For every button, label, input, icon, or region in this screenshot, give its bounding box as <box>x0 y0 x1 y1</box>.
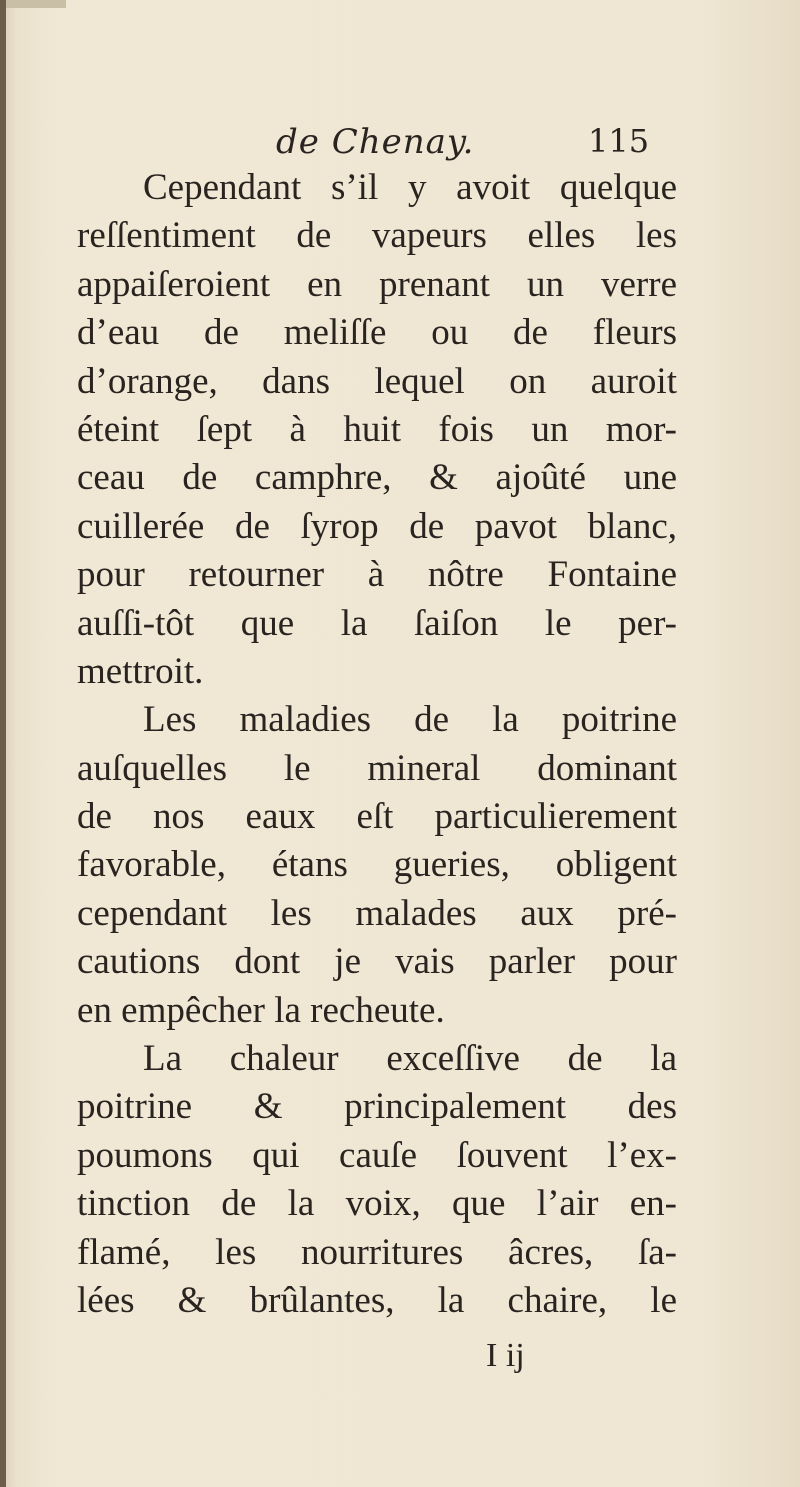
text-line: mettroit. <box>77 650 204 692</box>
text-line: auſquelles le mineral dominant <box>77 747 677 789</box>
text-line: cuillerée de ſyrop de pavot blanc, <box>77 505 677 547</box>
text-line: tinction de la voix, que l’air en- <box>77 1183 677 1225</box>
text-line: poitrine & principalement des <box>77 1086 677 1128</box>
text-line: de nos eaux eſt particulierement <box>77 796 677 838</box>
text-line: cautions dont je vais parler pour <box>77 941 677 983</box>
text-line: en empêcher la recheute. <box>77 989 445 1031</box>
text-line: auſſi-tôt que la ſaiſon le per- <box>77 602 677 644</box>
text-line: cependant les malades aux pré- <box>77 892 677 934</box>
running-head: de Chenay. <box>276 122 475 162</box>
binding-edge <box>0 0 6 1487</box>
text-line: appaiſeroient en prenant un verre <box>77 263 677 305</box>
text-line: flamé, les nourritures âcres, ſa- <box>77 1231 677 1273</box>
page-edge-strip <box>6 0 66 8</box>
signature-mark: I ij <box>486 1337 525 1374</box>
text-line: Cependant s’il y avoit quelque <box>143 167 677 208</box>
body-text <box>77 164 677 1325</box>
text-line: pour retourner à nôtre Fontaine <box>77 554 677 596</box>
text-line: Les maladies de la poitrine <box>143 699 677 741</box>
text-line: d’orange, dans lequel on auroit <box>77 360 677 402</box>
text-line: éteint ſept à huit fois un mor- <box>77 408 677 450</box>
page-number: 115 <box>588 122 650 160</box>
text-line: reſſentiment de vapeurs elles les <box>77 215 677 257</box>
text-line: favorable, étans gueries, obligent <box>77 844 677 886</box>
text-line: poumons qui cauſe ſouvent l’ex- <box>77 1134 677 1176</box>
text-line: d’eau de meliſſe ou de fleurs <box>77 312 677 354</box>
text-line: lées & brûlantes, la chaire, le <box>77 1279 677 1321</box>
text-line: ceau de camphre, & ajoûté une <box>77 457 677 499</box>
text-line: La chaleur exceſſive de la <box>143 1038 677 1080</box>
